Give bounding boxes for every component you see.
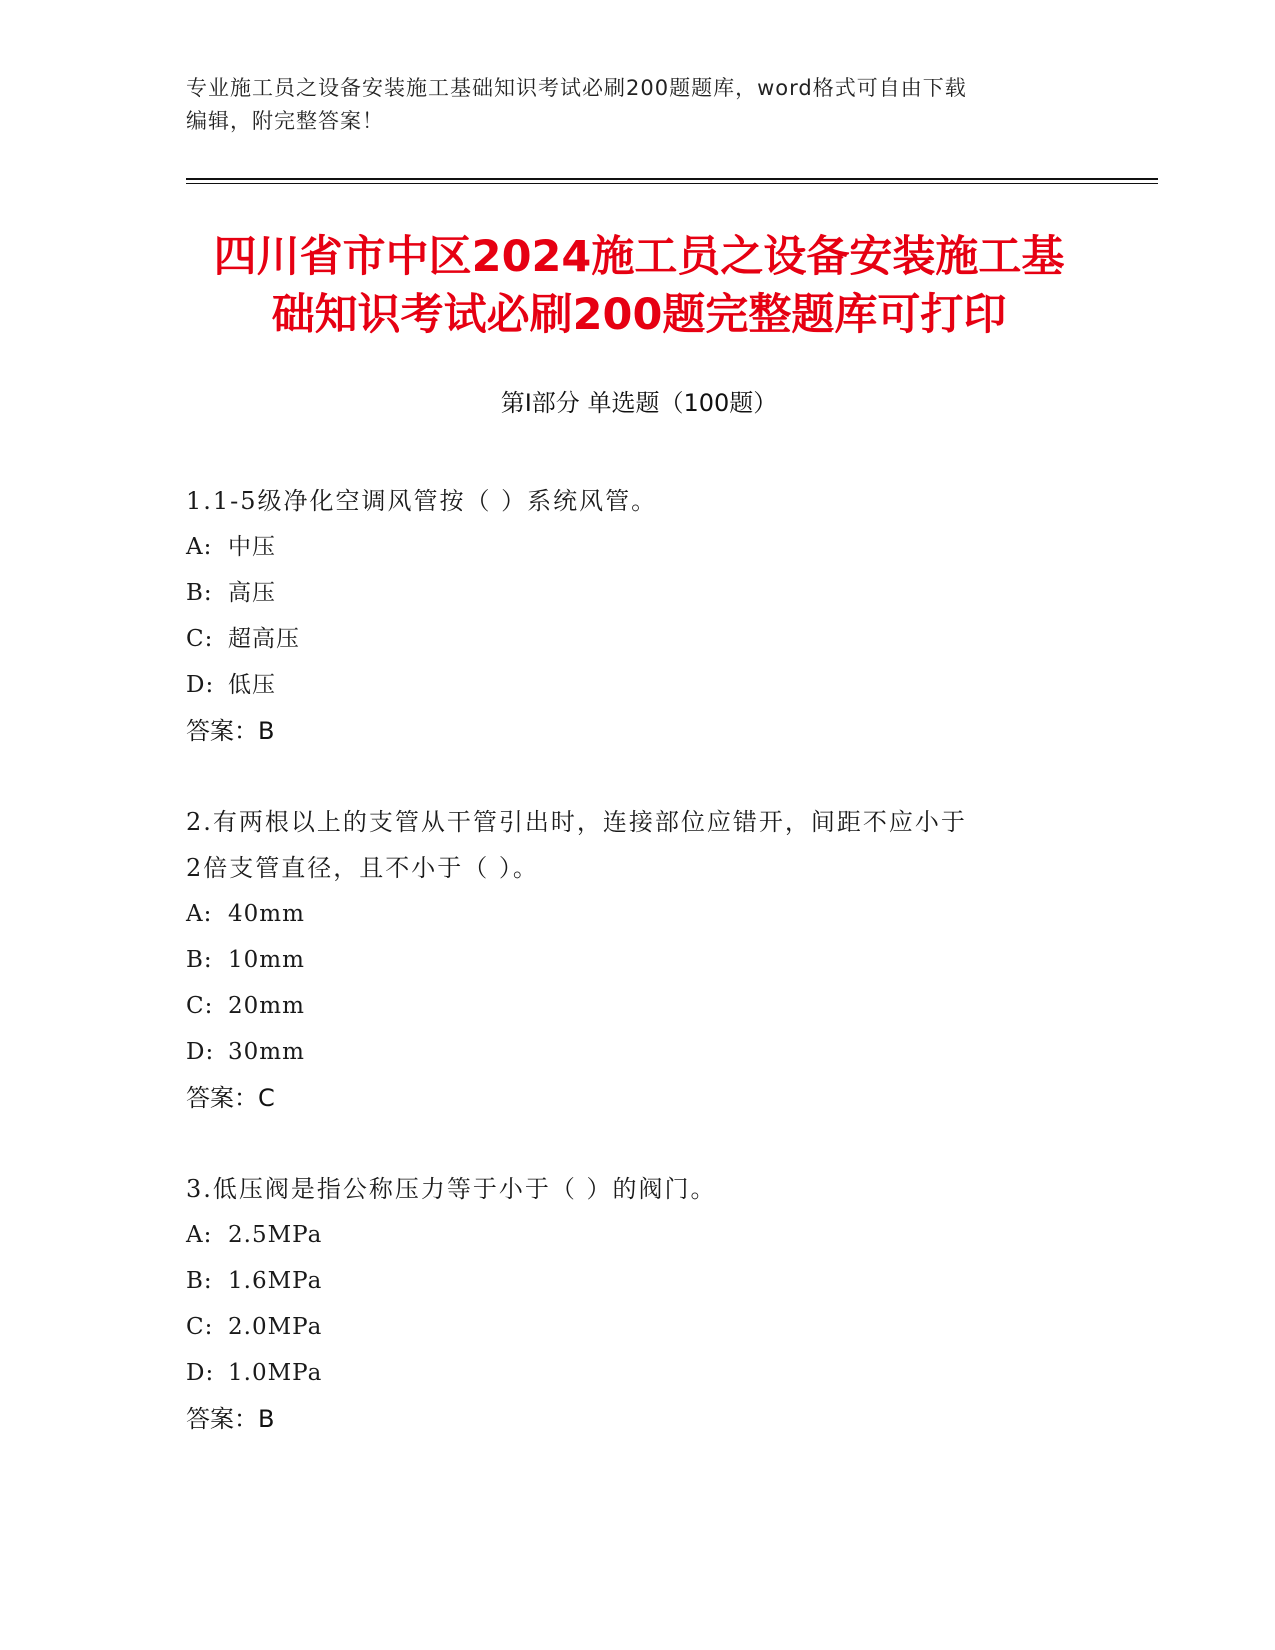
option-b [186,570,1066,616]
header-divider-thin [186,183,1158,184]
answer: 答案：C [186,1084,275,1112]
section-title: 第Ⅰ部分 单选题（100题） [500,389,778,417]
option-b [186,1258,1066,1304]
option-a [186,1212,1066,1258]
option-text: 高压 [228,580,276,606]
option-c [186,1304,1066,1350]
header-note-line-1: 专业施工员之设备安装施工基础知识考试必刷200题题库，word格式可自由下载 [186,76,967,100]
option-text: 低压 [228,672,276,698]
option-text: 30mm [228,1039,305,1065]
option-text: 40mm [228,901,305,927]
option-letter: C: [186,626,214,652]
option-letter: A: [186,901,213,927]
option-a [186,524,1066,570]
option-letter: D: [186,1360,215,1386]
option-text: 1.0MPa [228,1360,323,1386]
option-text: 20mm [228,993,305,1019]
option-letter: A: [186,1222,213,1248]
option-c [186,616,1066,662]
question-stem-line-1: 2.有两根以上的支管从干管引出时，连接部位应错开，间距不应小于 [186,808,967,836]
option-text: 2.5MPa [228,1222,323,1248]
option-d [186,662,1066,708]
question-1 [186,478,1066,754]
option-text: 中压 [228,534,276,560]
question-stem-line-2: 2倍支管直径，且不小于（ ）。 [186,854,539,882]
header-divider-thick [186,178,1158,180]
answer: 答案：B [186,1405,275,1433]
option-letter: D: [186,1039,215,1065]
option-d [186,1350,1066,1396]
option-letter: A: [186,534,213,560]
question-list [186,478,1066,1487]
option-letter: C: [186,1314,214,1340]
header-note [186,72,1086,138]
document-title [186,228,1092,344]
option-letter: C: [186,993,214,1019]
question-stem: 3.低压阀是指公称压力等于小于（ ）的阀门。 [186,1175,717,1203]
question-stem: 1.1-5级净化空调风管按（ ）系统风管。 [186,487,658,515]
option-letter: B: [186,580,213,606]
option-d [186,1029,1066,1075]
option-text: 10mm [228,947,305,973]
option-letter: B: [186,1268,213,1294]
option-letter: B: [186,947,213,973]
answer: 答案：B [186,717,275,745]
option-text: 2.0MPa [228,1314,323,1340]
option-a [186,891,1066,937]
header-note-line-2: 编辑，附完整答案！ [186,109,384,133]
question-2 [186,799,1066,1121]
question-3 [186,1166,1066,1442]
option-c [186,983,1066,1029]
option-letter: D: [186,672,215,698]
option-text: 超高压 [228,626,300,652]
document-title-line-1: 四川省市中区2024施工员之设备安装施工基 [213,232,1065,282]
document-title-line-2: 础知识考试必刷200题完整题库可打印 [271,290,1007,340]
option-b [186,937,1066,983]
option-text: 1.6MPa [228,1268,323,1294]
